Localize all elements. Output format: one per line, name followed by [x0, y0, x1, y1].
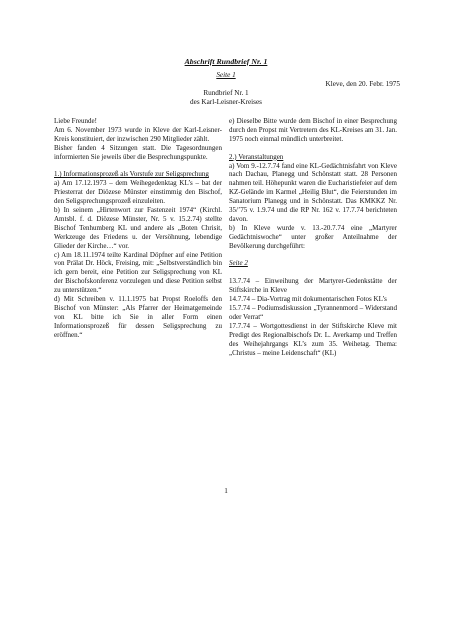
subtitle-line-2: des Karl-Leisner-Kreises: [190, 98, 262, 107]
event-3: 15.7.74 – Podiumsdiskussion „Tyrannenmord – Widerstand oder Verrat“: [229, 303, 397, 321]
page-label-2: Seite 2: [229, 259, 248, 268]
salutation: Liebe Freunde!: [54, 117, 97, 125]
document-title: Abschrift Rundbrief Nr. 1: [184, 57, 268, 66]
section-heading-1: 1.) Informationsprozeß als Vorstufe zur Seligsprechung: [54, 170, 209, 179]
page-label: Seite 1: [216, 71, 236, 79]
item-1d: d) Mit Schreiben v. 11.1.1975 bat Propst Roeloffs den Bischof von Münster: „Als Pfarrer der Heimatgemeinde von KL bitte ich Sie in aller Form einen Informationsprozeß für dessen Seligsprechung zu eröffnen.“: [54, 295, 222, 339]
item-1a: a) Am 17.12.1973 – dem Weihegedenktag KL’s – bat der Priesterrat der Diözese Münster einstimmig den Bischof, den Seligsprechungsprozeß einzuleiten.: [54, 179, 222, 206]
subtitle-line-1: Rundbrief Nr. 1: [203, 89, 249, 97]
section-heading-2: 2.) Veranstaltungen: [229, 152, 284, 161]
paragraph-intro: Am 6. November 1973 wurde in Kleve der Karl-Leisner-Kreis konstituiert, der inzwischen 290 Mitglieder zählt.: [54, 125, 222, 143]
event-2: 14.7.74 – Dia-Vortrag mit dokumentarischen Fotos KL’s: [229, 295, 387, 304]
event-4: 17.7.74 – Wortgottesdienst in der Stiftskirche Kleve mit Predigt des Regionalbischofs Dr. L. Averkamp und Treffen des Weihejahrgangs KL’s zum 35. Weihetag. Thema: „Christus – meine Leidenschaft“ (KL): [229, 321, 397, 357]
item-2a: a) Vom 9.-12.7.74 fand eine KL-Gedächtnisfahrt von Kleve nach Dachau, Planegg und Schönstatt statt. 28 Personen nahmen teil. Höhepunkt waren die Eucharistiefeier auf dem KZ-Gelände im Karmel „Heilig Blut“, die Feierstunden im Sanatorium Planegg und in Schönstatt. Das KMKKZ Nr. 35/’75 v. 1.9.74 und die RP Nr. 162 v. 17.7.74 berichteten davon.: [229, 161, 397, 223]
event-1: 13.7.74 – Einweihung der Martyrer-Gedenkstätte der Stiftskirche in Kleve: [229, 277, 397, 295]
item-1c: c) Am 18.11.1974 teilte Kardinal Döpfner auf eine Petition von Prälat Dr. Höck, Freising, mit: „Selbstverständlich bin ich gern bereit, eine Petition zur Seligsprechung von KL der Bischofskonferenz vorzulegen und diese Petition selbst zu unterstützen.“: [54, 250, 222, 295]
item-1b: b) In seinem „Hirtenwort zur Fastenzeit 1974“ (Kirchl. Amtsbl. f. d. Diözese Münster, Nr. 5 v. 15.2.74) stellte Bischof Tenhumberg KL und andere als „Boten Chrisit, Werkzeuge des Friedens u. der Versöhnung, lebendige Glieder der Kirche…“ vor.: [54, 206, 222, 250]
item-2b: b) In Kleve wurde v. 13.-20.7.74 eine „Martyrer Gedächtniswoche“ unter großer Anteilnahme der Bevölkerung durchgeführt:: [229, 223, 397, 250]
dateline: Kleve, den 20. Febr. 1975: [325, 80, 400, 88]
left-column: [54, 117, 222, 340]
letter-heading: [0, 89, 452, 107]
page-number: 1: [224, 487, 228, 495]
paragraph-intro-2: Bisher fanden 4 Sitzungen statt. Die Tagesordnungen informierten Sie jeweils über die Besprechungspunkte.: [54, 143, 222, 161]
right-column: [229, 117, 397, 357]
item-1e: e) Dieselbe Bitte wurde dem Bischof in einer Besprechung durch den Propst mit Vertretern des KL-Kreises am 31. Jan. 1975 noch einmal mündlich unterbreitet.: [229, 117, 397, 143]
